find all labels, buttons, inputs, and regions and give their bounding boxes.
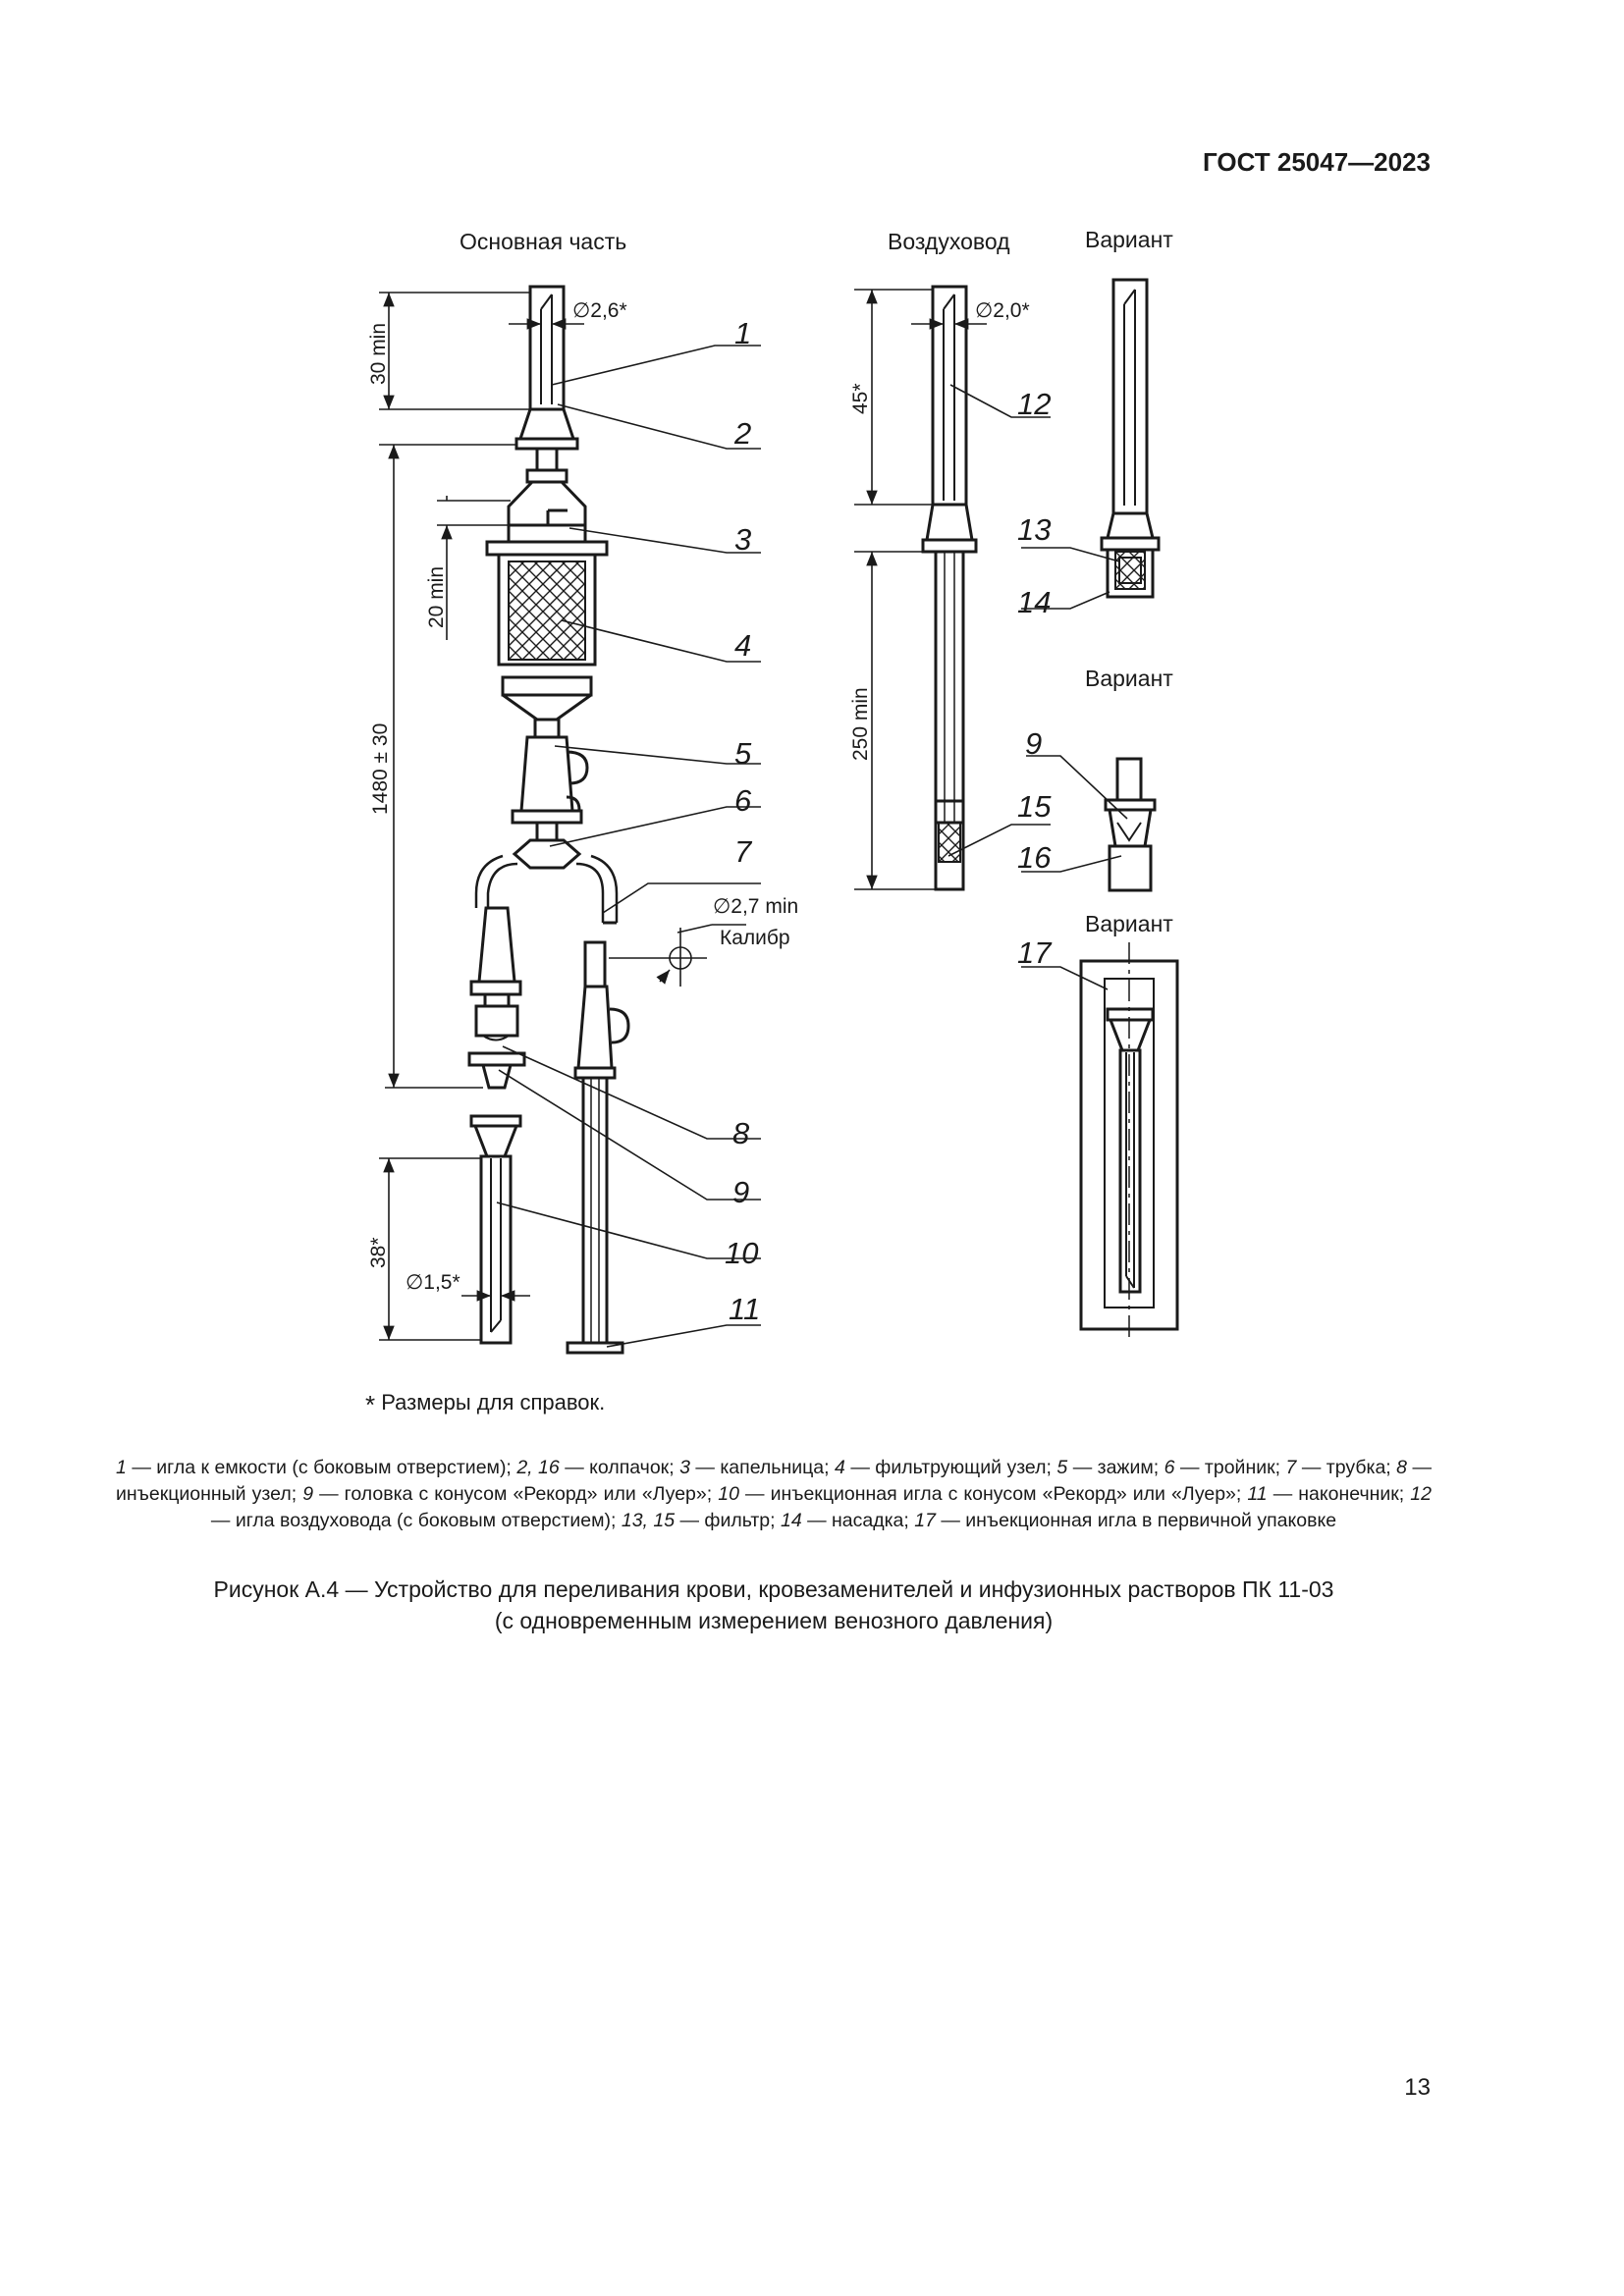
legend-item-text: — насадка; [801, 1510, 915, 1531]
page-number: 13 [1404, 2074, 1431, 2101]
legend-item-text: — инъекционная игла в первичной упаковке [935, 1510, 1337, 1531]
pos-12-label: 12 [1017, 387, 1052, 421]
legend-item-number: 13, 15 [621, 1510, 676, 1531]
legend-item-text: — инъекционная игла с конусом «Рекорд» или «Луер»; [738, 1483, 1248, 1505]
legend-item-text: — колпачок; [559, 1457, 680, 1478]
pos-11: 11 [729, 1292, 761, 1326]
view-title-main: Основная часть [460, 229, 627, 254]
leader-lines [497, 346, 761, 1347]
figure-caption [116, 1574, 1432, 1636]
legend-item-number: 8 [1396, 1457, 1408, 1478]
view-title-variant-1: Вариант [1085, 227, 1173, 252]
pos-9-variant: 9 [1025, 726, 1043, 761]
legend-item-text: — фильтр; [675, 1510, 781, 1531]
pos-7: 7 [734, 834, 752, 869]
view-title-variant-2: Вариант [1085, 666, 1173, 691]
dim-250-min: 250 min [849, 687, 872, 761]
legend-item-number: 6 [1164, 1457, 1175, 1478]
view-title-airway: Воздуховод [888, 229, 1010, 254]
legend-item-text: — зажим; [1067, 1457, 1164, 1478]
pos-17: 17 [1017, 935, 1052, 970]
legend-item-number: 11 [1247, 1483, 1268, 1505]
footnote-mark: * [365, 1390, 376, 1419]
legend-item-text: — игла воздуховода (с боковым отверстием); [210, 1510, 622, 1531]
legend-item-text: — тройник; [1174, 1457, 1286, 1478]
variant-2 [1106, 759, 1155, 890]
pos-16: 16 [1017, 840, 1052, 875]
dim-20-min: 20 min [425, 565, 448, 628]
pos-14: 14 [1017, 585, 1052, 619]
legend-item-number: 4 [835, 1457, 845, 1478]
legend-item-number: 12 [1410, 1483, 1432, 1505]
dim-d15: ∅1,5* [406, 1271, 460, 1294]
caption-line-1: Рисунок А.4 — Устройство для переливания крови, кровезаменителей и инфузионных растворов ПК 11-03 [213, 1576, 1334, 1602]
dim-45: 45* [849, 383, 872, 414]
legend-item-number: 2, 16 [516, 1457, 560, 1478]
pos-10: 10 [725, 1236, 759, 1270]
pos-15: 15 [1017, 789, 1052, 824]
dim-30-min: 30 min [367, 322, 390, 385]
legend-item-text: — наконечник; [1267, 1483, 1411, 1505]
pos-5: 5 [734, 736, 752, 771]
legend-item-text: — головка с конусом «Рекорд» или «Луер»; [313, 1483, 719, 1505]
pos-9: 9 [732, 1175, 750, 1209]
legend-item-text: — капельница; [689, 1457, 835, 1478]
main-assembly [469, 287, 628, 1353]
legend-item-number: 3 [679, 1457, 690, 1478]
dim-38: 38* [367, 1237, 390, 1268]
airway-assembly [923, 287, 976, 889]
pos-3: 3 [734, 522, 752, 557]
figure-legend [116, 1455, 1432, 1534]
variant-1 [1102, 280, 1159, 597]
legend-item-number: 7 [1285, 1457, 1297, 1478]
legend-item-number: 14 [780, 1510, 802, 1531]
view-title-variant-3: Вариант [1085, 911, 1173, 936]
position-numbers [725, 316, 760, 1326]
legend-text [116, 1455, 1432, 1534]
pos-13: 13 [1017, 512, 1052, 547]
variant-3 [1081, 942, 1177, 1343]
standard-number: ГОСТ 25047—2023 [1203, 147, 1431, 177]
caption-line-2: (с одновременным измерением венозного давления) [494, 1608, 1054, 1633]
pos-8: 8 [732, 1116, 750, 1150]
legend-item-text: — игла к емкости (с боковым отверстием); [126, 1457, 517, 1478]
dim-d20: ∅2,0* [975, 299, 1030, 322]
legend-item-text: — фильтрующий узел; [844, 1457, 1057, 1478]
pos-6: 6 [734, 783, 752, 818]
dim-d27: ∅2,7 min [713, 895, 799, 918]
dim-1480: 1480 ± 30 [369, 722, 392, 815]
legend-item-text: — трубка; [1296, 1457, 1397, 1478]
footnote-text: Размеры для справок. [375, 1390, 606, 1415]
legend-item-text: — инъекционный узел; [116, 1457, 1432, 1505]
legend-item-number: 9 [302, 1483, 314, 1505]
pos-4: 4 [734, 628, 752, 663]
pos-2: 2 [734, 416, 752, 451]
pos-1: 1 [734, 316, 752, 350]
dim-d26: ∅2,6* [572, 299, 627, 322]
legend-item-number: 1 [116, 1457, 127, 1478]
legend-item-number: 5 [1056, 1457, 1068, 1478]
legend-item-number: 10 [718, 1483, 739, 1505]
gauge-label: Калибр [720, 927, 790, 949]
legend-item-number: 17 [914, 1510, 936, 1531]
footnote [365, 1390, 605, 1420]
